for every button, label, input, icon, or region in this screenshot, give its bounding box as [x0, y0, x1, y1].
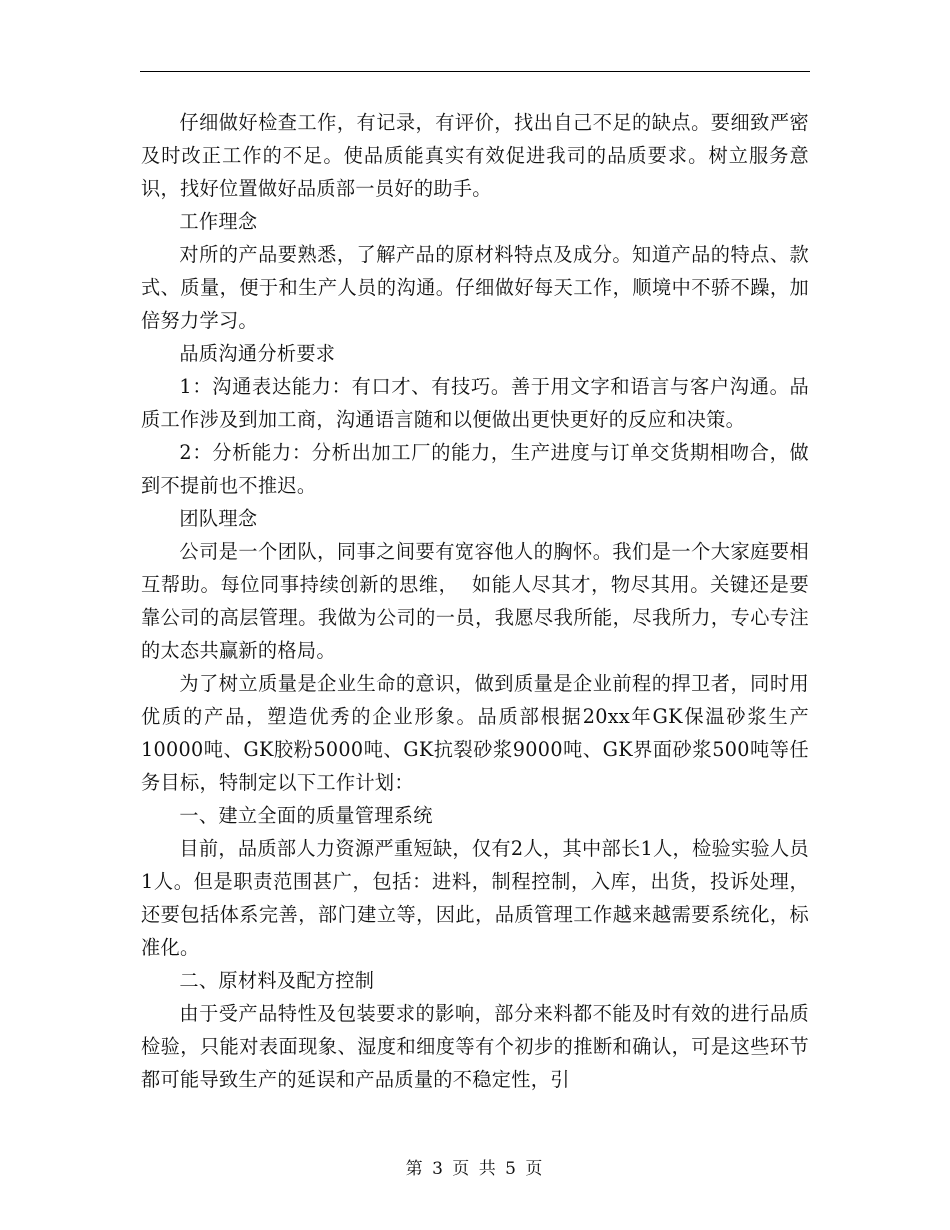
paragraph: 1：沟通表达能力：有口才、有技巧。善于用文字和语言与客户沟通。品质工作涉及到加工商，沟通语言随和以便做出更快更好的反应和决策。	[141, 375, 809, 431]
header-rule	[140, 71, 810, 72]
paragraph: 2：分析能力：分析出加工厂的能力，生产进度与订单交货期相吻合，做到不提前也不推迟。	[141, 441, 809, 497]
paragraph: 为了树立质量是企业生命的意识，做到质量是企业前程的捍卫者，同时用优质的产品，塑造优秀的企业形象。品质部根据20xx年GK保温砂浆生产10000吨、GK胶粉5000吨、GK抗裂砂浆9000吨、GK界面砂浆500吨等任务目标，特制定以下工作计划：	[141, 672, 809, 794]
paragraph: 仔细做好检查工作，有记录，有评价，找出自己不足的缺点。要细致严密及时改正工作的不足。使品质能真实有效促进我司的品质要求。树立服务意识，找好位置做好品质部一员好的助手。	[141, 111, 809, 200]
section-heading: 团队理念	[179, 507, 258, 530]
paragraph: 对所的产品要熟悉，了解产品的原材料特点及成分。知道产品的特点、款式、质量，便于和生产人员的沟通。仔细做好每天工作，顺境中不骄不躁，加倍努力学习。	[141, 243, 809, 332]
section-heading: 工作理念	[179, 210, 258, 233]
paragraph: 公司是一个团队，同事之间要有宽容他人的胸怀。我们是一个大家庭要相互帮助。每位同事持续创新的思维， 如能人尽其才，物尽其用。关键还是要靠公司的高层管理。我做为公司的一员，我愿尽我所能，尽我所力，专心专注的太态共赢新的格局。	[141, 540, 809, 662]
section-heading: 一、建立全面的质量管理系统	[179, 804, 433, 827]
paragraph: 目前，品质部人力资源严重短缺，仅有2人，其中部长1人，检验实验人员1人。但是职责范围甚广，包括：进料，制程控制，入库，出货，投诉处理，还要包括体系完善，部门建立等，因此，品质管理工作越来越需要系统化，标准化。	[141, 837, 809, 959]
page-number-footer: 第 3 页 共 5 页	[405, 1159, 545, 1179]
section-heading: 品质沟通分析要求	[179, 342, 336, 365]
document-body	[141, 106, 809, 1096]
paragraph: 由于受产品特性及包装要求的影响，部分来料都不能及时有效的进行品质检验，只能对表面现象、湿度和细度等有个初步的推断和确认，可是这些环节都可能导致生产的延误和产品质量的不稳定性，引	[141, 1002, 809, 1091]
section-heading: 二、原材料及配方控制	[179, 969, 375, 992]
